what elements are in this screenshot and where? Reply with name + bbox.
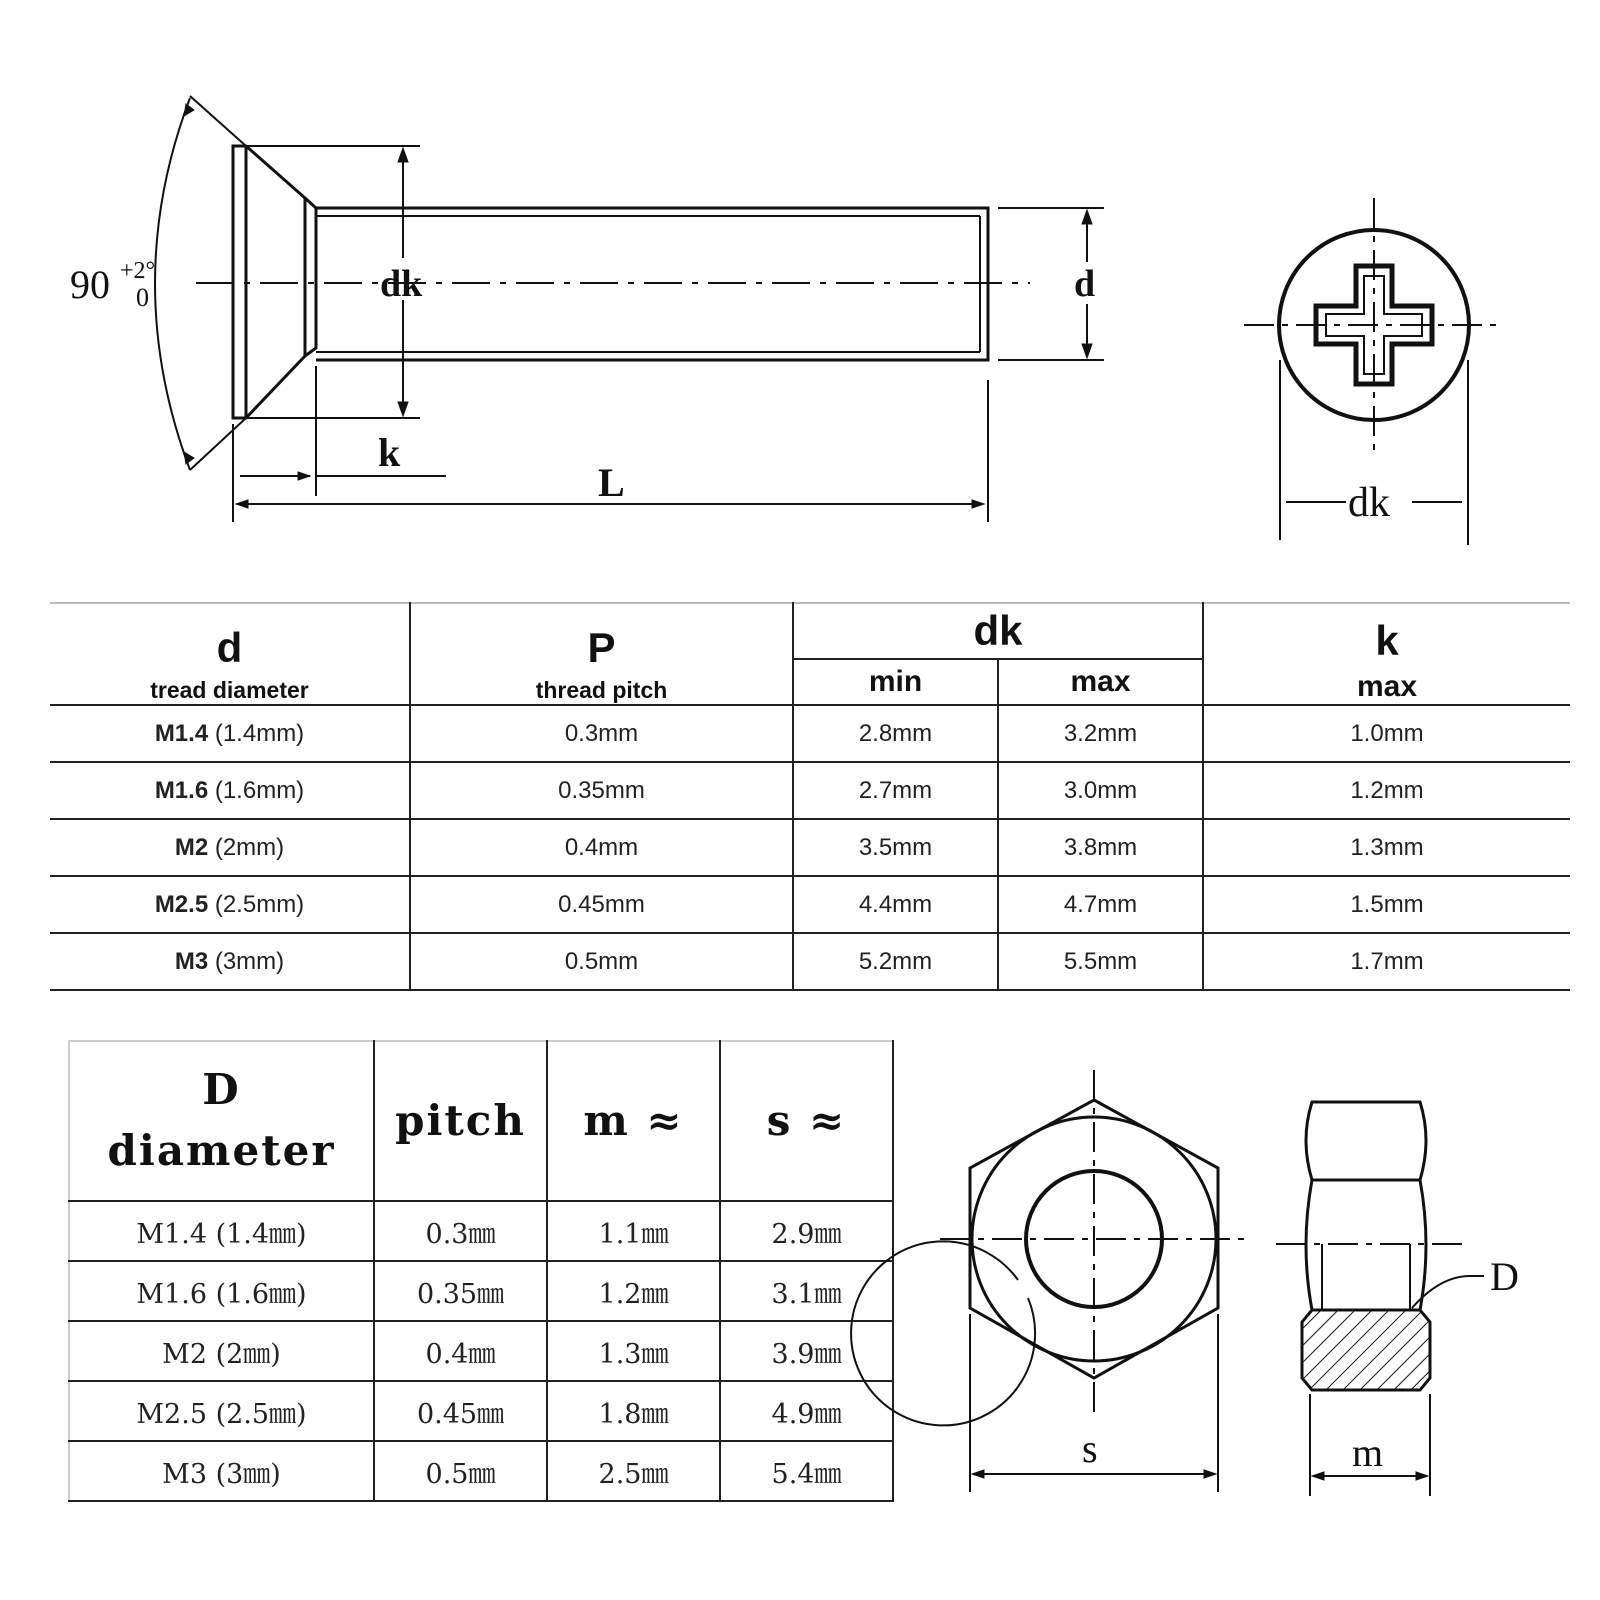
pitch-cell: 0.5㎜ bbox=[374, 1441, 547, 1501]
header-k-symbol: k bbox=[1375, 617, 1399, 664]
pitch-cell: 0.45㎜ bbox=[374, 1381, 547, 1441]
angle-label: 90 bbox=[70, 262, 110, 307]
pitch-cell: 0.35mm bbox=[410, 762, 793, 819]
size-label: M2 bbox=[174, 833, 209, 861]
size-mm: (2.5mm) bbox=[214, 890, 305, 918]
size-cell: M2.5 (2.5㎜) bbox=[69, 1381, 374, 1441]
k-max-cell: 1.5mm bbox=[1203, 876, 1570, 933]
size-mm: (2mm) bbox=[214, 833, 285, 861]
k-label: k bbox=[378, 430, 401, 475]
dk-min-cell: 2.7mm bbox=[793, 762, 998, 819]
header-d-symbol: d bbox=[216, 624, 243, 671]
dk-max-cell: 3.8mm bbox=[998, 819, 1203, 876]
m-cell: 2.5㎜ bbox=[547, 1441, 720, 1501]
s-label: s bbox=[1082, 1426, 1098, 1471]
pitch-cell: 0.35㎜ bbox=[374, 1261, 547, 1321]
header-s: s ≈ bbox=[720, 1041, 893, 1201]
k-max-cell: 1.0mm bbox=[1203, 705, 1570, 762]
dk-max-cell: 4.7mm bbox=[998, 876, 1203, 933]
pitch-cell: 0.3mm bbox=[410, 705, 793, 762]
m-cell: 1.3㎜ bbox=[547, 1321, 720, 1381]
size-label: M2.5 bbox=[154, 890, 209, 918]
pitch-cell: 0.45mm bbox=[410, 876, 793, 933]
dk-max-cell: 3.2mm bbox=[998, 705, 1203, 762]
s-cell: 2.9㎜ bbox=[720, 1201, 893, 1261]
D-label: D bbox=[1490, 1254, 1519, 1299]
size-mm: (1.6mm) bbox=[214, 776, 305, 804]
size-cell: M2 (2㎜) bbox=[69, 1321, 374, 1381]
dk-side-label: dk bbox=[380, 263, 423, 305]
size-label: M3 bbox=[174, 947, 209, 975]
header-k-max: max bbox=[1356, 670, 1418, 703]
s-cell: 4.9㎜ bbox=[720, 1381, 893, 1441]
header-dk-min: min bbox=[793, 659, 998, 705]
m-cell: 1.8㎜ bbox=[547, 1381, 720, 1441]
header-D-caption: diameter bbox=[107, 1126, 336, 1175]
angle-tolerance-lower: 0 bbox=[136, 283, 149, 312]
header-d-caption: tread diameter bbox=[150, 677, 309, 703]
header-D-symbol: D bbox=[202, 1065, 241, 1115]
s-cell: 5.4㎜ bbox=[720, 1441, 893, 1501]
size-cell: M1.4 (1.4㎜) bbox=[69, 1201, 374, 1261]
angle-tolerance-upper: +2° bbox=[120, 258, 156, 284]
dk-max-cell: 3.0mm bbox=[998, 762, 1203, 819]
size-label: M1.6 bbox=[154, 776, 209, 804]
dk-min-cell: 3.5mm bbox=[793, 819, 998, 876]
s-cell: 3.9㎜ bbox=[720, 1321, 893, 1381]
L-label: L bbox=[598, 460, 625, 505]
header-p-caption: thread pitch bbox=[535, 677, 668, 703]
m-cell: 1.1㎜ bbox=[547, 1201, 720, 1261]
dk-min-cell: 2.8mm bbox=[793, 705, 998, 762]
header-dk-max: max bbox=[998, 659, 1203, 705]
dk-min-cell: 5.2mm bbox=[793, 933, 998, 990]
size-cell: M3 (3㎜) bbox=[69, 1441, 374, 1501]
header-pitch: pitch bbox=[374, 1041, 547, 1201]
k-max-cell: 1.3mm bbox=[1203, 819, 1570, 876]
header-dk-symbol: dk bbox=[973, 607, 1023, 654]
dk-top-label: dk bbox=[1348, 480, 1390, 526]
size-mm: (3mm) bbox=[214, 947, 285, 975]
pitch-cell: 0.5mm bbox=[410, 933, 793, 990]
k-max-cell: 1.7mm bbox=[1203, 933, 1570, 990]
pitch-cell: 0.3㎜ bbox=[374, 1201, 547, 1261]
size-label: M1.4 bbox=[154, 719, 209, 747]
dk-min-cell: 4.4mm bbox=[793, 876, 998, 933]
m-cell: 1.2㎜ bbox=[547, 1261, 720, 1321]
header-m: m ≈ bbox=[547, 1041, 720, 1201]
d-label: d bbox=[1074, 263, 1096, 305]
size-mm: (1.4mm) bbox=[214, 719, 305, 747]
dk-max-cell: 5.5mm bbox=[998, 933, 1203, 990]
pitch-cell: 0.4㎜ bbox=[374, 1321, 547, 1381]
k-max-cell: 1.2mm bbox=[1203, 762, 1570, 819]
header-p-symbol: P bbox=[587, 624, 616, 671]
nut-front-view-drawing bbox=[851, 1070, 1250, 1492]
pitch-cell: 0.4mm bbox=[410, 819, 793, 876]
size-cell: M1.6 (1.6㎜) bbox=[69, 1261, 374, 1321]
m-label: m bbox=[1352, 1430, 1384, 1475]
s-cell: 3.1㎜ bbox=[720, 1261, 893, 1321]
